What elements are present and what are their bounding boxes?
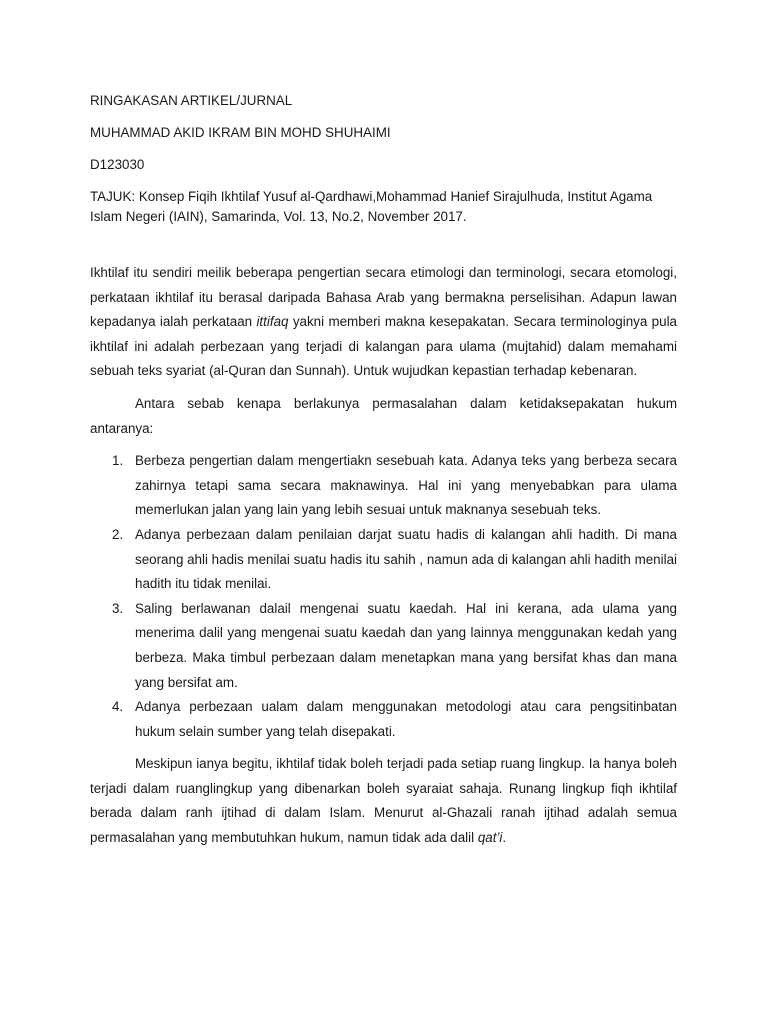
paragraph-text: Ikhtilaf itu sendiri meilik beberapa pengertian secara etimologi dan terminologi, secara etomologi, perkataan ikhtilaf itu berasal daripada Bahasa Arab yang bermakna perselisihan. Adapun lawan kepadanya ialah perkataan [90, 265, 677, 330]
article-title: TAJUK: Konsep Fiqih Ikhtilaf Yusuf al-Qardhawi,Mohammad Hanief Sirajulhuda, Institut Agama Islam Negeri (IAIN), Samarinda, Vol. 13, No.2, November 2017. [90, 189, 653, 224]
list-number: 4. [112, 699, 124, 715]
list-item-text: Saling berlawanan dalail mengenai suatu kaedah. Hal ini kerana, ada ulama yang menerima dalil yang mengenai suatu kaedah dan yang lainnya menggunakan kedah yang berbeza. Maka timbul perbezaan dalam menetapkan mana yang bersifat khas dan mana yang bersifat am. [135, 600, 677, 690]
student-id: D123030 [90, 157, 145, 172]
list-item [90, 449, 677, 523]
document-type-heading: RINGAKASAN ARTIKEL/JURNAL [90, 93, 293, 108]
list-number: 1. [112, 453, 124, 469]
paragraph-text: Meskipun ianya begitu, ikhtilaf tidak boleh terjadi pada setiap ruang lingkup. Ia hanya boleh terjadi dalam ruanglingkup yang dibenarkan boleh syaraiat sahaja. Runang lingkup fiqh ikhtilaf berada dalam ranh ijtihad di dalam Islam. Menurut al-Ghazali ranah ijtihad adalah semua permasalahan yang membutuhkan hukum, namun tidak ada dalil [90, 756, 677, 846]
paragraph-definition [90, 261, 677, 384]
paragraph-causes-intro: Antara sebab kenapa berlakunya permasalahan dalam ketidaksepakatan hukum antaranya: [90, 395, 677, 436]
list-number: 2. [112, 526, 124, 542]
causes-list [90, 449, 677, 744]
paragraph-text: yakni memberi makna kesepakatan. Secara terminologinya pula ikhtilaf ini adalah perbezaan yang terjadi di kalangan para ulama (mujtahid) dalam memahami sebuah teks syariat (al-Quran dan Sunnah). Untuk wujudkan kepastian terhadap kebenaran. [90, 314, 677, 379]
list-item-text: Berbeza pengertian dalam mengertiakn sesebuah kata. Adanya teks yang berbeza secara zahirnya tetapi sama secara maknawinya. Hal ini yang menyebabkan para ulama memerlukan jalan yang lain yang lebih sesuai untuk maknanya sesebuah teks. [135, 453, 677, 518]
italic-term: ittifaq [256, 314, 289, 330]
paragraph-scope [90, 752, 677, 850]
list-item [90, 597, 677, 695]
italic-term: qat’i [477, 830, 503, 846]
list-item [90, 695, 677, 744]
list-item-text: Adanya perbezaan ualam dalam menggunakan metodologi atau cara pengsitinbatan hukum selain sumber yang telah disepakati. [135, 699, 677, 739]
document-content [90, 91, 677, 859]
list-number: 3. [112, 600, 124, 616]
list-item-text: Adanya perbezaan dalam penilaian darjat suatu hadis di kalangan ahli hadith. Di mana seorang ahli hadis menilai suatu hadis itu sahih , namun ada di kalangan ahli hadith menilai hadith itu tidak menilai. [135, 526, 677, 592]
author-name: MUHAMMAD AKID IKRAM BIN MOHD SHUHAIMI [90, 125, 391, 140]
list-item [90, 523, 677, 597]
paragraph-text: . [502, 830, 507, 846]
